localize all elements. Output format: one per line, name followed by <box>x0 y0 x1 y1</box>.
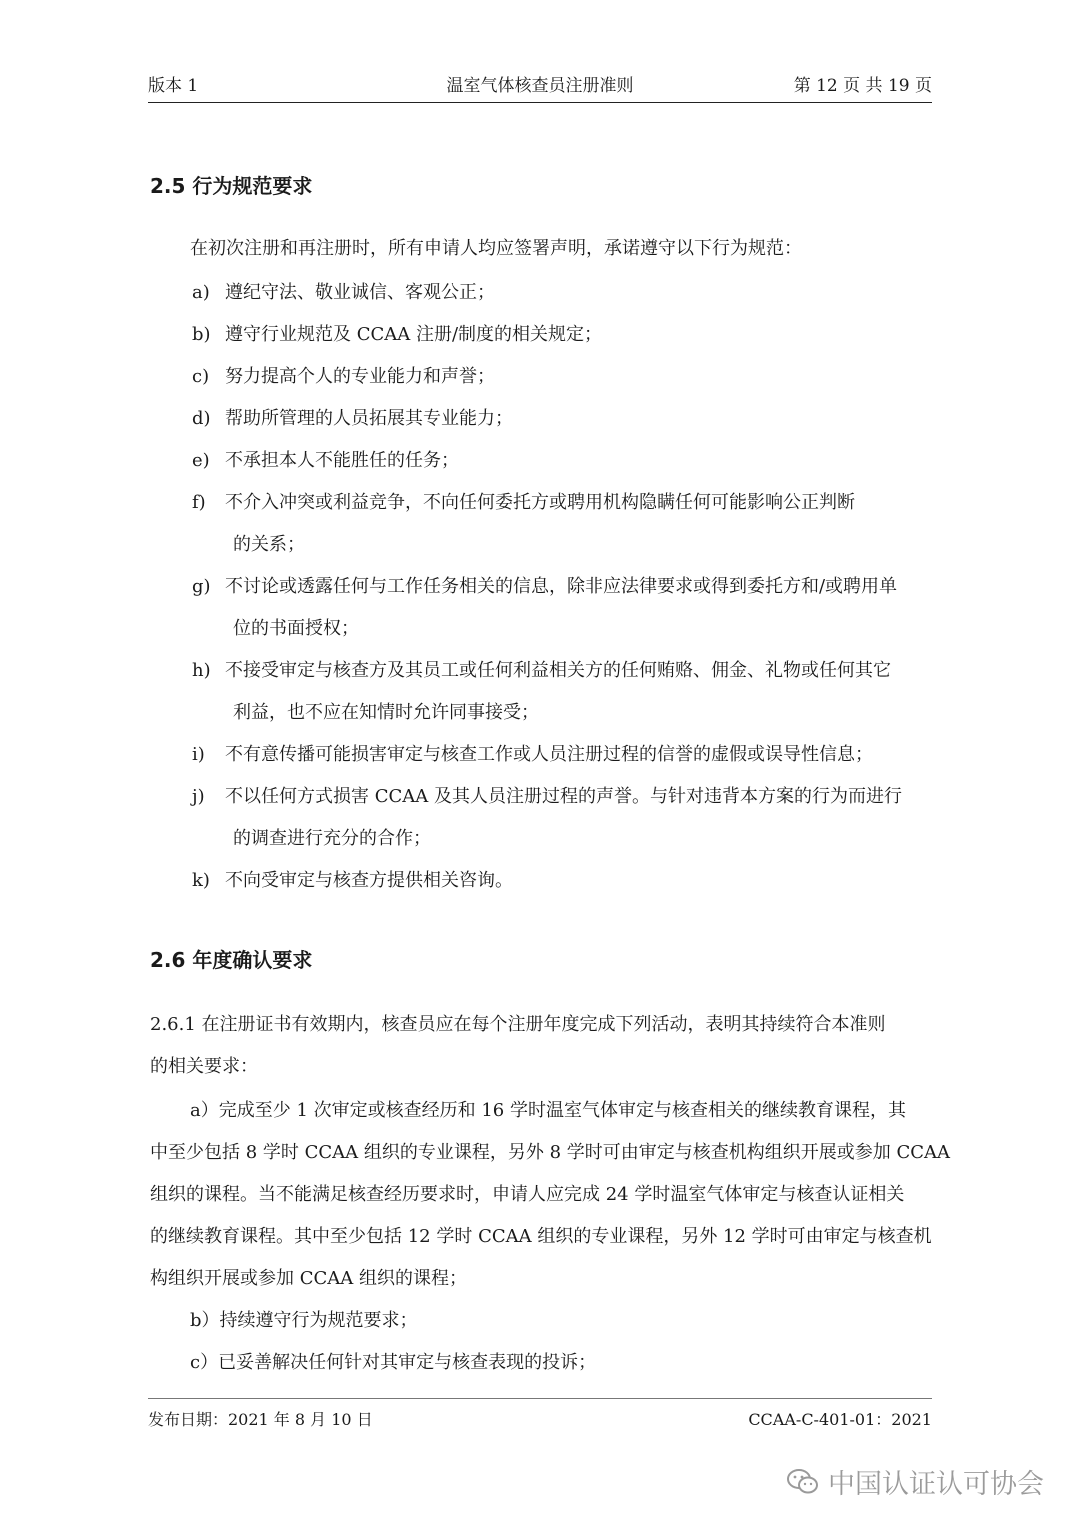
list-item <box>192 740 873 766</box>
list-item-text: 不以任何方式损害 CCAA 及其人员注册过程的声誉。与针对违背本方案的行为而进行 <box>225 786 902 807</box>
list-item-text: 不向受审定与核查方提供相关咨询。 <box>225 870 513 891</box>
header-title: 温室气体核查员注册准则 <box>446 76 634 96</box>
list-item <box>192 362 495 388</box>
list-item-continuation: 的关系； <box>233 534 305 555</box>
list-item-text: 遵守行业规范及 CCAA 注册/制度的相关规定； <box>225 324 603 345</box>
clause-c-line: c）已妥善解决任何针对其审定与核查表现的投诉； <box>190 1352 597 1373</box>
list-item-text: 不接受审定与核查方及其员工或任何利益相关方的任何贿赂、佣金、礼物或任何其它 <box>225 660 891 681</box>
list-item-continuation: 利益，也不应在知情时允许同事接受； <box>233 702 539 723</box>
list-item <box>192 278 495 304</box>
list-item <box>192 446 459 472</box>
list-item <box>192 488 855 514</box>
list-item-label: i) <box>192 744 205 765</box>
list-item-label: h) <box>192 660 211 681</box>
header-page-number: 第 12 页 共 19 页 <box>793 76 932 96</box>
list-item <box>192 656 891 682</box>
clause-a-line: a）完成至少 1 次审定或核查经历和 16 学时温室气体审定与核查相关的继续教育课程，其 <box>190 1100 906 1121</box>
list-item <box>192 320 602 346</box>
clause-a-line: 的继续教育课程。其中至少包括 12 学时 CCAA 组织的专业课程，另外 12 学时可由审定与核查机 <box>150 1226 932 1247</box>
list-item-text: 不承担本人不能胜任的任务； <box>225 450 459 471</box>
clause-2-6-1-line-2: 的相关要求： <box>150 1056 258 1077</box>
watermark-text: 中国认证认可协会 <box>828 1469 1044 1500</box>
clause-a-line: 组织的课程。当不能满足核查经历要求时，申请人应完成 24 学时温室气体审定与核查认证相关 <box>150 1184 905 1205</box>
list-item-text: 不有意传播可能损害审定与核查工作或人员注册过程的信誉的虚假或误导性信息； <box>225 744 873 765</box>
list-item-text: 帮助所管理的人员拓展其专业能力； <box>225 408 513 429</box>
list-item <box>192 404 513 430</box>
list-item-label: d) <box>192 408 211 429</box>
list-item <box>192 866 513 892</box>
list-item-label: c) <box>192 366 210 387</box>
list-item-text: 遵纪守法、敬业诚信、客观公正； <box>225 282 495 303</box>
list-item <box>192 572 897 598</box>
list-item-label: g) <box>192 576 211 597</box>
footer-document-code: CCAA-C-401-01：2021 <box>748 1410 932 1429</box>
list-item-label: f) <box>192 492 206 513</box>
clause-a-line: 构组织开展或参加 CCAA 组织的课程； <box>150 1268 467 1289</box>
page-header <box>148 72 932 103</box>
wechat-icon <box>786 1467 820 1497</box>
watermark <box>786 1462 1044 1501</box>
list-item-label: e) <box>192 450 210 471</box>
clause-2-6-1-line-1: 2.6.1 在注册证书有效期内，核查员应在每个注册年度完成下列活动，表明其持续符合本准则 <box>150 1014 886 1035</box>
header-version: 版本 1 <box>148 76 199 96</box>
list-item-label: k) <box>192 870 210 891</box>
list-item-label: j) <box>192 786 205 807</box>
list-item-continuation: 位的书面授权； <box>233 618 359 639</box>
footer-publish-date: 发布日期：2021 年 8 月 10 日 <box>148 1410 373 1429</box>
section-title-2-6: 2.6 年度确认要求 <box>150 948 313 972</box>
clause-a-line: 中至少包括 8 学时 CCAA 组织的专业课程，另外 8 学时可由审定与核查机构组织开展或参加 CCAA <box>150 1142 951 1163</box>
list-item-text: 不讨论或透露任何与工作任务相关的信息，除非应法律要求或得到委托方和/或聘用单 <box>225 576 898 597</box>
page-footer <box>148 1398 932 1429</box>
list-item <box>192 782 902 808</box>
section-2-5-intro: 在初次注册和再注册时，所有申请人均应签署声明，承诺遵守以下行为规范： <box>190 238 802 259</box>
section-title-2-5: 2.5 行为规范要求 <box>150 174 313 198</box>
list-item-text: 不介入冲突或利益竞争，不向任何委托方或聘用机构隐瞒任何可能影响公正判断 <box>225 492 855 513</box>
list-item-text: 努力提高个人的专业能力和声誉； <box>225 366 495 387</box>
clause-b-line: b）持续遵守行为规范要求； <box>190 1310 418 1331</box>
list-item-label: a) <box>192 282 210 303</box>
list-item-label: b) <box>192 324 211 345</box>
list-item-continuation: 的调查进行充分的合作； <box>233 828 431 849</box>
